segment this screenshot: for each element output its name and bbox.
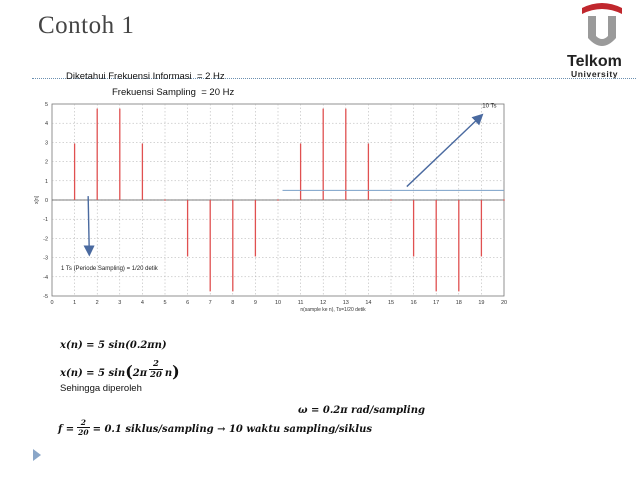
y-tick-label: 2 [44, 159, 48, 166]
paren-open: ( [125, 362, 133, 381]
omega-equation: ω = 0.2π rad/sampling [298, 405, 425, 416]
info-line-2: Frekuensi Sampling = 20 Hz [112, 87, 235, 98]
slide-title: Contoh 1 [38, 12, 135, 39]
x-tick-label: 1 [73, 300, 77, 306]
y-tick-label: 0 [44, 198, 48, 204]
x-tick-label: 8 [231, 300, 235, 306]
x-tick-label: 6 [186, 300, 190, 306]
logo-subtitle: University [571, 69, 619, 79]
y-tick-label: -2 [43, 236, 48, 243]
equation-2-left: x(n) = 5 sin [60, 368, 126, 379]
f-left: f = [58, 424, 75, 435]
equation-2-inner-a: 2π [132, 368, 148, 379]
frequency-equation [58, 418, 372, 440]
x-tick-label: 5 [163, 300, 167, 306]
x-tick-label: 19 [478, 300, 485, 306]
equation-2-inner-b: n [164, 368, 173, 379]
x-tick-label: 11 [297, 300, 304, 306]
x-tick-label: 12 [320, 300, 327, 306]
y-tick-label: -5 [43, 294, 48, 300]
y-tick-label: 3 [44, 140, 48, 147]
y-tick-label: 5 [44, 102, 48, 108]
stem-marker [164, 199, 166, 201]
f-right: = 0.1 siklus/sampling → 10 waktu sampling/siklus [92, 424, 372, 435]
x-tick-label: 3 [118, 300, 122, 306]
fraction-den: 20 [150, 370, 162, 380]
x-tick-label: 2 [95, 300, 99, 306]
fraction-num: 2 [149, 359, 163, 370]
stem-marker [277, 199, 279, 201]
stem-marker [390, 199, 392, 201]
annotation-label-10ts: 10 Ts [482, 103, 497, 110]
stem-marker [503, 199, 505, 201]
x-axis-label: n(sample ke n), Ts=1/20 detik [300, 307, 366, 313]
annotation-label-1ts: 1 Ts (Periode Sampling) = 1/20 detik [61, 266, 158, 273]
paren-close: ) [172, 362, 180, 381]
x-tick-label: 17 [433, 300, 440, 306]
x-tick-label: 4 [140, 300, 144, 306]
f-fraction-den: 20 [78, 428, 89, 437]
x-tick-label: 18 [455, 300, 462, 306]
x-tick-label: 20 [500, 300, 508, 306]
x-tick-label: 15 [387, 300, 395, 306]
fraction-f [77, 418, 89, 437]
x-tick-label: 10 [274, 300, 282, 306]
logo-wordmark: Telkom [567, 53, 622, 70]
x-tick-label: 16 [410, 300, 417, 306]
x-tick-label: 9 [253, 300, 257, 306]
y-tick-label: -4 [43, 274, 48, 281]
fraction-2-20 [149, 359, 163, 380]
x-tick-label: 13 [342, 300, 349, 306]
equation-2 [60, 358, 180, 380]
x-tick-label: 0 [50, 300, 54, 306]
y-tick-label: -1 [43, 217, 48, 224]
y-tick-label: -3 [43, 255, 48, 262]
x-tick-label: 7 [208, 300, 212, 306]
bullet-arrow-icon [33, 449, 41, 461]
x-tick-label: 14 [365, 300, 372, 306]
equation-1: x(n) = 5 sin(0.2πn) [60, 340, 167, 351]
y-tick-label: 4 [44, 121, 48, 128]
result-label: Sehingga diperoleh [60, 383, 142, 394]
y-tick-label: 1 [44, 178, 48, 185]
info-line-1: Diketahui Frekuensi Informasi = 2 Hz [66, 71, 225, 82]
f-fraction-num: 2 [77, 418, 89, 428]
y-axis-label: x[n] [34, 195, 40, 205]
